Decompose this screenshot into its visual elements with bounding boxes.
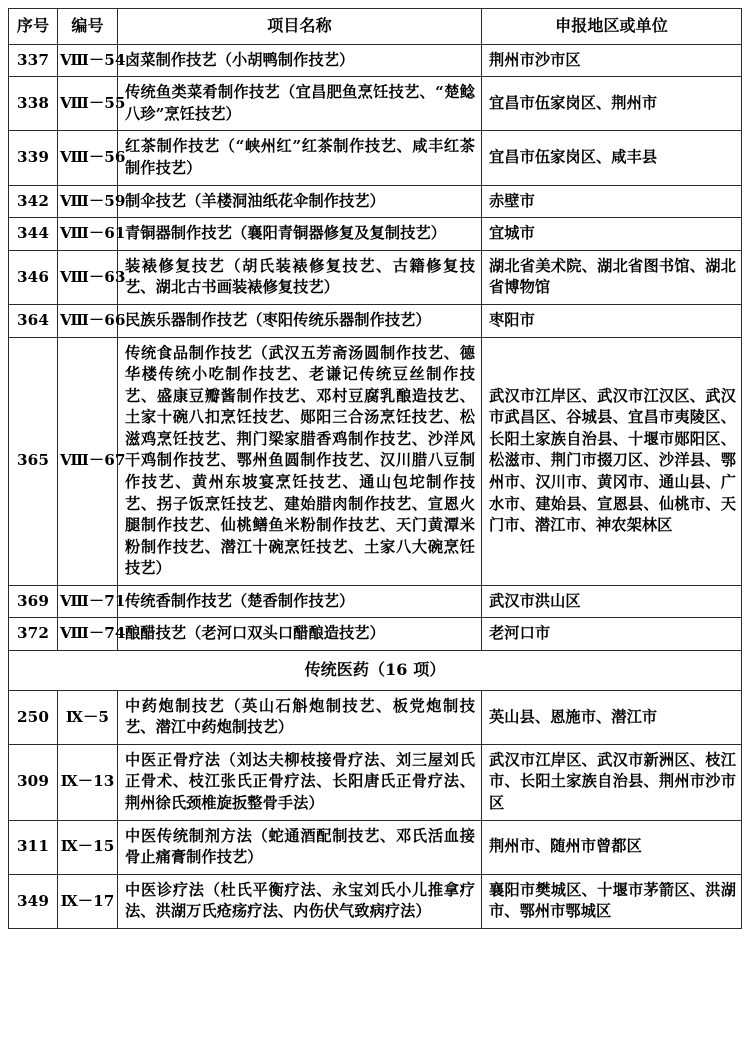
cell-item-code: Ⅸ－13 [58,744,118,820]
cell-declaring-region: 武汉市江岸区、武汉市江汉区、武汉市武昌区、谷城县、宜昌市夷陵区、长阳土家族自治县、十堰市郧阳区、松滋市、荆门市掇刀区、沙洋县、鄂州市、汉川市、黄冈市、通山县、广水市、建始县、宣恩县、仙桃市、天门市、潜江市、神农架林区 [482,337,742,585]
cell-item-code: Ⅸ－17 [58,874,118,928]
intangible-heritage-table [8,8,742,929]
cell-declaring-region: 宜昌市伍家岗区、咸丰县 [482,131,742,185]
cell-declaring-region: 宜城市 [482,218,742,251]
table-body [9,44,742,928]
cell-declaring-region: 湖北省美术院、湖北省图书馆、湖北省博物馆 [482,250,742,304]
cell-declaring-region: 英山县、恩施市、潜江市 [482,690,742,744]
cell-sequence-number: 250 [9,690,58,744]
cell-project-name: 卤菜制作技艺（小胡鸭制作技艺） [118,44,482,77]
cell-item-code: Ⅷ－61 [58,218,118,251]
cell-sequence-number: 349 [9,874,58,928]
cell-sequence-number: 337 [9,44,58,77]
section-header-row [9,651,742,691]
column-header-region: 申报地区或单位 [482,9,742,45]
table-header [9,9,742,45]
cell-project-name: 中医诊疗法（杜氏平衡疗法、永宝刘氏小儿推拿疗法、洪湖万氏疮疡疗法、内伤伏气致病疗法） [118,874,482,928]
cell-project-name: 传统食品制作技艺（武汉五芳斋汤圆制作技艺、德华楼传统小吃制作技艺、老谦记传统豆丝制作技艺、盛康豆瓣酱制作技艺、邓村豆腐乳酿造技艺、土家十碗八扣烹饪技艺、郧阳三合汤烹饪技艺、松滋鸡烹饪技艺、荆门梁家腊香鸡制作技艺、沙洋风干鸡制作技艺、鄂州鱼圆制作技艺、汉川腊八豆制作技艺、黄州东坡宴烹饪技艺、通山包坨制作技艺、拐子饭烹饪技艺、建始腊肉制作技艺、宣恩火腿制作技艺、仙桃鳝鱼米粉制作技艺、天门黄潭米粉制作技艺、潜江十碗烹饪技艺、土家八大碗烹饪技艺） [118,337,482,585]
cell-project-name: 制伞技艺（羊楼洞油纸花伞制作技艺） [118,185,482,218]
cell-sequence-number: 364 [9,304,58,337]
cell-sequence-number: 311 [9,820,58,874]
cell-item-code: Ⅷ－74 [58,618,118,651]
header-row [9,9,742,45]
cell-project-name: 中医正骨疗法（刘达夫柳枝接骨疗法、刘三屋刘氏正骨术、枝江张氏正骨疗法、长阳唐氏正骨疗法、荆州徐氏颈椎旋扳整骨手法） [118,744,482,820]
cell-item-code: Ⅷ－71 [58,585,118,618]
cell-item-code: Ⅷ－54 [58,44,118,77]
column-header-code: 编号 [58,9,118,45]
cell-item-code: Ⅸ－5 [58,690,118,744]
table-row [9,250,742,304]
cell-item-code: Ⅷ－56 [58,131,118,185]
table-row [9,77,742,131]
column-header-seq: 序号 [9,9,58,45]
table-row [9,820,742,874]
table-row [9,44,742,77]
table-row [9,304,742,337]
cell-declaring-region: 荆州市沙市区 [482,44,742,77]
table-row [9,337,742,585]
cell-project-name: 中药炮制技艺（英山石斛炮制技艺、板党炮制技艺、潜江中药炮制技艺） [118,690,482,744]
table-row [9,690,742,744]
cell-item-code: Ⅷ－67 [58,337,118,585]
cell-sequence-number: 365 [9,337,58,585]
cell-declaring-region: 枣阳市 [482,304,742,337]
cell-declaring-region: 武汉市江岸区、武汉市新洲区、枝江市、长阳土家族自治县、荆州市沙市区 [482,744,742,820]
cell-project-name: 青铜器制作技艺（襄阳青铜器修复及复制技艺） [118,218,482,251]
section-title: 传统医药（16 项） [9,651,742,691]
cell-project-name: 酿醋技艺（老河口双头口醋酿造技艺） [118,618,482,651]
cell-sequence-number: 372 [9,618,58,651]
table-row [9,618,742,651]
cell-declaring-region: 赤壁市 [482,185,742,218]
cell-item-code: Ⅷ－59 [58,185,118,218]
table-row [9,585,742,618]
cell-item-code: Ⅷ－55 [58,77,118,131]
cell-project-name: 中医传统制剂方法（蛇通酒配制技艺、邓氏活血接骨止痛膏制作技艺） [118,820,482,874]
cell-sequence-number: 309 [9,744,58,820]
cell-sequence-number: 344 [9,218,58,251]
cell-item-code: Ⅷ－63 [58,250,118,304]
cell-sequence-number: 338 [9,77,58,131]
cell-project-name: 传统鱼类菜肴制作技艺（宜昌肥鱼烹饪技艺、“楚鲶八珍”烹饪技艺） [118,77,482,131]
cell-declaring-region: 老河口市 [482,618,742,651]
table-row [9,131,742,185]
cell-sequence-number: 339 [9,131,58,185]
table-row [9,744,742,820]
cell-project-name: 装裱修复技艺（胡氏装裱修复技艺、古籍修复技艺、湖北古书画装裱修复技艺） [118,250,482,304]
table-row [9,874,742,928]
cell-declaring-region: 武汉市洪山区 [482,585,742,618]
cell-item-code: Ⅷ－66 [58,304,118,337]
cell-project-name: 红茶制作技艺（“峡州红”红茶制作技艺、咸丰红茶制作技艺） [118,131,482,185]
cell-sequence-number: 342 [9,185,58,218]
cell-sequence-number: 346 [9,250,58,304]
cell-project-name: 民族乐器制作技艺（枣阳传统乐器制作技艺） [118,304,482,337]
cell-sequence-number: 369 [9,585,58,618]
cell-item-code: Ⅸ－15 [58,820,118,874]
table-row [9,218,742,251]
cell-declaring-region: 襄阳市樊城区、十堰市茅箭区、洪湖市、鄂州市鄂城区 [482,874,742,928]
column-header-name: 项目名称 [118,9,482,45]
table-row [9,185,742,218]
cell-declaring-region: 宜昌市伍家岗区、荆州市 [482,77,742,131]
cell-declaring-region: 荆州市、随州市曾都区 [482,820,742,874]
cell-project-name: 传统香制作技艺（楚香制作技艺） [118,585,482,618]
